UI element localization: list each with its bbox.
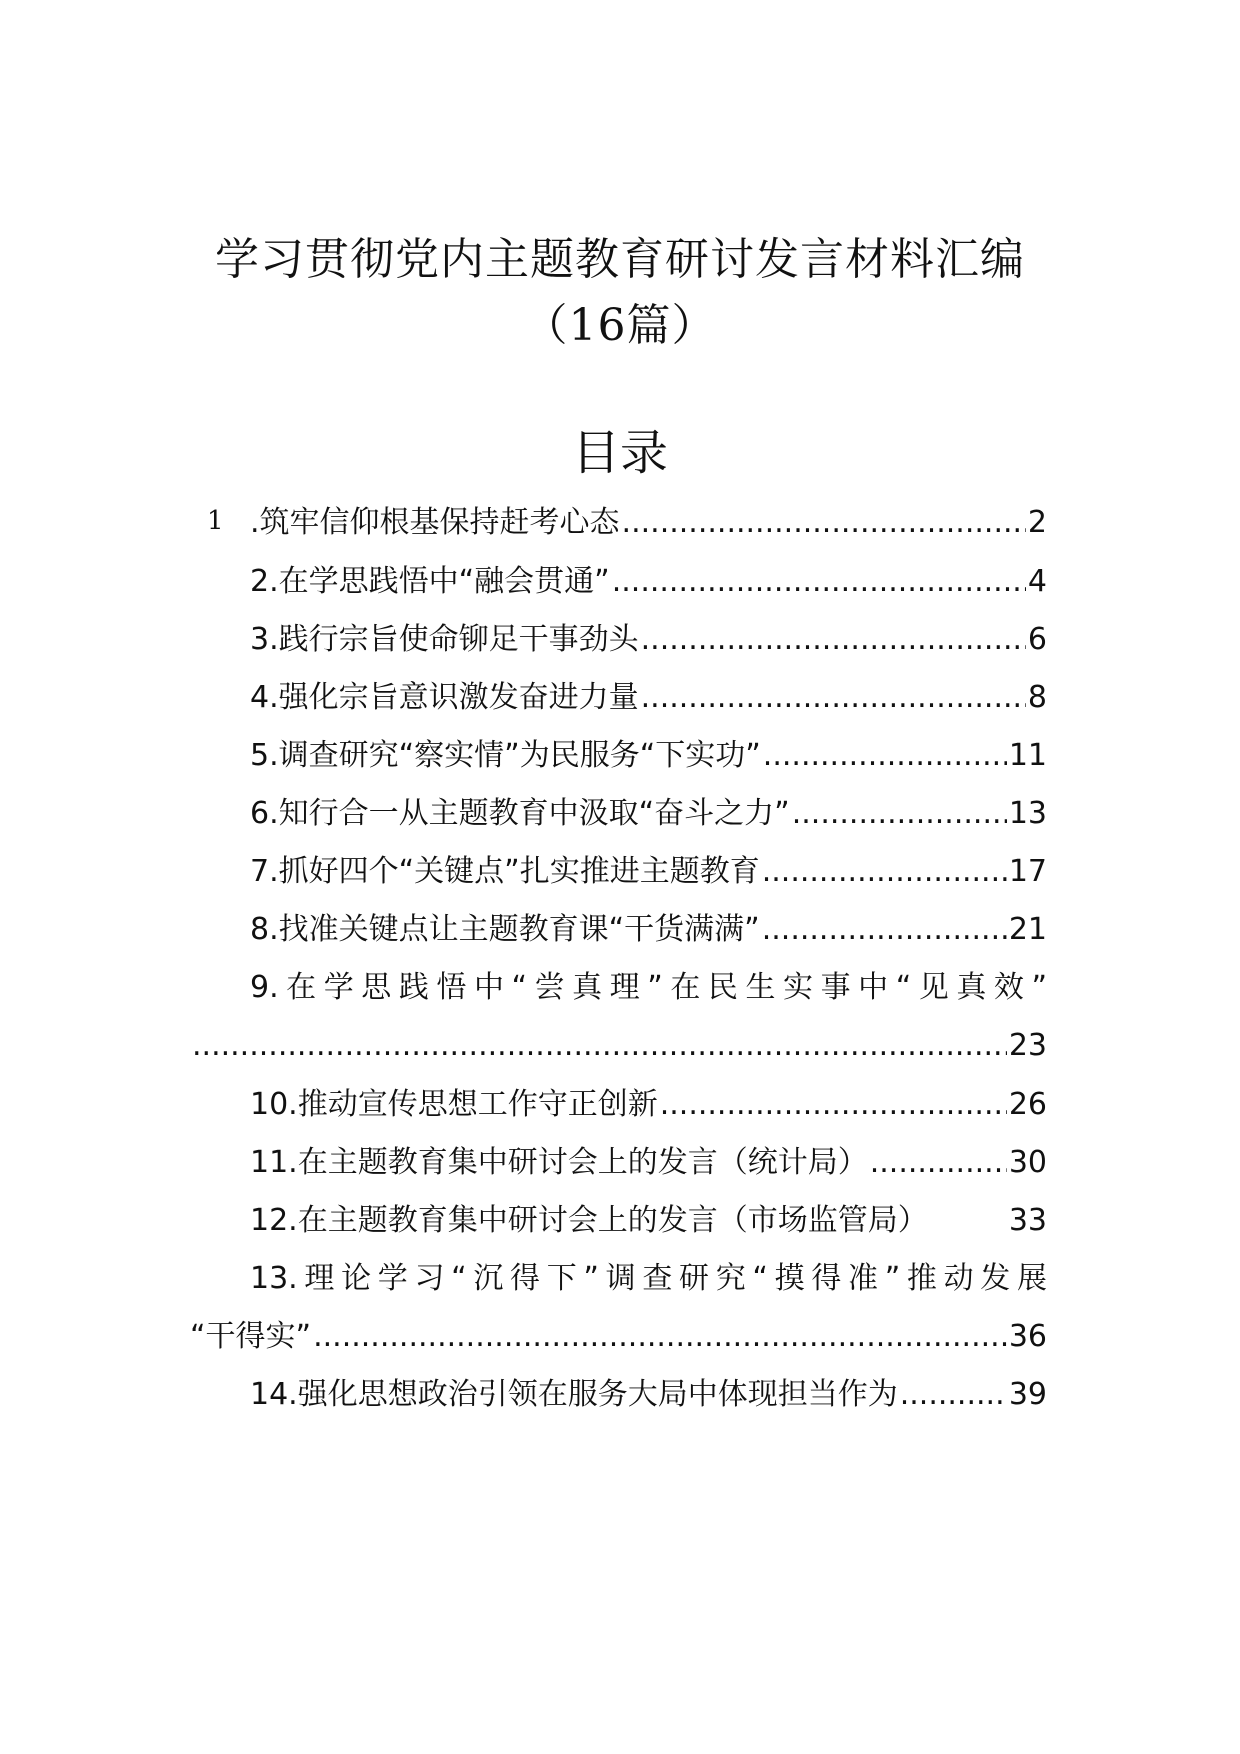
stray-list-number: 1: [207, 506, 224, 536]
toc-entry-label: 13.理论学习“沉得下”调查研究“摸得准”推动发展: [250, 1261, 1047, 1296]
toc-entry[interactable]: [250, 676, 1047, 720]
toc-entry-label: 11.在主题教育集中研讨会上的发言（统计局）: [250, 1145, 868, 1180]
toc-entry-label: 14.强化思想政治引领在服务大局中体现担当作为: [250, 1377, 898, 1412]
toc-heading: 目录: [571, 425, 668, 481]
toc-entry-page: 33: [1008, 1203, 1047, 1238]
toc-entry-label: 2.在学思践悟中“融会贯通”: [250, 564, 610, 599]
toc-entry-label: 7.抓好四个“关键点”扎实推进主题教育: [250, 854, 760, 889]
toc-entry-label: .筑牢信仰根基保持赶考心态: [250, 505, 620, 540]
toc-entry-page: 8: [1027, 680, 1047, 715]
toc-entry[interactable]: [250, 908, 1047, 952]
toc-leader-dots: [192, 1024, 1007, 1068]
toc-leader-dots: [313, 1315, 1007, 1359]
toc-entry-page: 11: [1008, 738, 1047, 773]
toc-leader-dots: [762, 908, 1007, 952]
toc-leader-dots: [900, 1373, 1007, 1417]
toc-entry[interactable]: [250, 792, 1047, 836]
toc-entry-page: 39: [1008, 1377, 1047, 1412]
toc-entry[interactable]: [250, 1257, 1047, 1301]
toc-leader-dots: [870, 1141, 1007, 1185]
toc-leader-dots: [641, 618, 1026, 662]
toc-leader-dots: [641, 676, 1026, 720]
toc-entry-page: 23: [1008, 1028, 1047, 1063]
toc-entry[interactable]: [250, 850, 1047, 894]
document-subtitle-count: （16篇）: [523, 300, 717, 351]
toc-leader-dots: [612, 560, 1026, 604]
toc-entry-page: 6: [1027, 622, 1047, 657]
document-title: 学习贯彻党内主题教育研讨发言材料汇编: [215, 234, 1025, 285]
toc-entry-label-continued: “干得实”: [190, 1319, 312, 1354]
toc-entry-label: 12.在主题教育集中研讨会上的发言（市场监管局）: [250, 1203, 928, 1238]
toc-entry-label: 8.找准关键点让主题教育课“干货满满”: [250, 912, 760, 947]
toc-entry-label: 3.践行宗旨使命铆足干事劲头: [250, 622, 639, 657]
toc-entry-label: 9.在学思践悟中“尝真理”在民生实事中“见真效”: [250, 970, 1047, 1005]
toc-entry-page: 26: [1008, 1087, 1047, 1122]
toc-entry-label: 4.强化宗旨意识激发奋进力量: [250, 680, 639, 715]
toc-leader-dots: [762, 850, 1007, 894]
toc-entry[interactable]: [250, 1373, 1047, 1417]
toc-entry[interactable]: [250, 1083, 1047, 1127]
toc-entry-label: 10.推动宣传思想工作守正创新: [250, 1087, 658, 1122]
toc-entry-label: 6.知行合一从主题教育中汲取“奋斗之力”: [250, 796, 790, 831]
toc-entry-page: 17: [1008, 854, 1047, 889]
toc-entry-continuation[interactable]: [190, 1315, 1047, 1359]
toc-entry-continuation[interactable]: [190, 1024, 1047, 1068]
toc-leader-dots: [763, 734, 1007, 778]
toc-entry-page: 4: [1027, 564, 1047, 599]
toc-entry-page: 36: [1008, 1319, 1047, 1354]
toc-leader-dots: [622, 501, 1026, 545]
toc-entry[interactable]: [250, 734, 1047, 778]
toc-entry-page: 2: [1027, 505, 1047, 540]
toc-entry-page: 13: [1008, 796, 1047, 831]
toc-entry[interactable]: [250, 1141, 1047, 1185]
toc-entry-page: 21: [1008, 912, 1047, 947]
toc-entry-page: 30: [1008, 1145, 1047, 1180]
toc-entry[interactable]: [250, 501, 1047, 545]
toc-entry[interactable]: [250, 966, 1047, 1010]
toc-entry[interactable]: [250, 560, 1047, 604]
toc-leader-dots: [660, 1083, 1007, 1127]
toc-leader-dots: [792, 792, 1007, 836]
toc-entry-label: 5.调查研究“察实情”为民服务“下实功”: [250, 738, 761, 773]
toc-entry[interactable]: [250, 1199, 1047, 1243]
toc-entry[interactable]: [250, 618, 1047, 662]
